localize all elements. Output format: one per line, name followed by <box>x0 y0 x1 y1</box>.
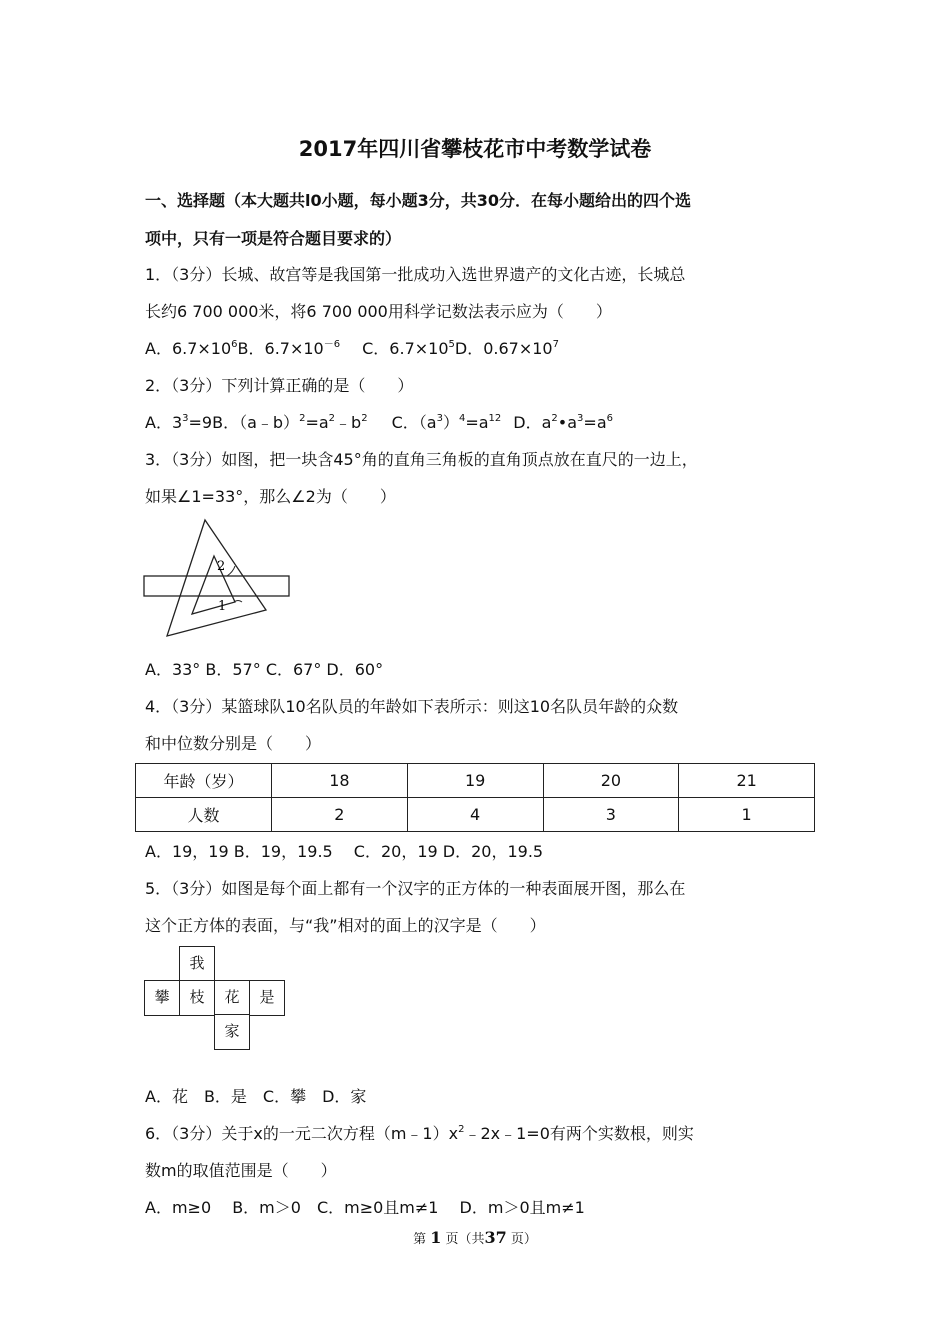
angle-2-label: 2 <box>217 559 226 574</box>
q2-option-b: B．$(a﹣b)^2=a^2﹣b^2$ <box>212 413 368 432</box>
q5-stem-line2: 这个正方体的表面，与“我”相对的面上的汉字是（ ） <box>145 916 546 935</box>
q1-option-b: B．6.7×10 <box>237 339 324 358</box>
q1-options: A．$6.7\times 10^6B$．$6.7\times 10^{-6}$ C．$6.7\times 10^5D$．$0.67\times 10^7$ <box>145 339 559 358</box>
section-heading-line1: 一、选择题（本大题共l0小题，每小题3分，共30分．在每小题给出的四个选 <box>145 191 692 210</box>
triangle-outer <box>167 520 266 636</box>
page-number: 1 <box>430 1228 442 1247</box>
q5-options: A．花 B．是 C．攀 D．家 <box>145 1087 367 1106</box>
table-cell: 2 <box>272 798 408 832</box>
q2-stem: 2．（3分）下列计算正确的是（ ） <box>145 376 414 395</box>
q5-stem-line1: 5．（3分）如图是每个面上都有一个汉字的正方体的一种表面展开图，那么在 <box>145 879 686 898</box>
triangle-inner <box>192 556 235 614</box>
q6-stem-line2: 数m的取值范围是（ ） <box>145 1161 337 1180</box>
table-cell: 4 <box>407 798 543 832</box>
q3-options: A．33° B．57° C．67° D．60° <box>145 660 384 679</box>
q2-options <box>145 410 613 433</box>
q1-stem-line1: 1．（3分）长城、故宫等是我国第一批成功入选世界遗产的文化古迹，长城总 <box>145 265 686 284</box>
table-cell: 19 <box>407 764 543 798</box>
page-title: 2017年四川省攀枝花市中考数学试卷 <box>298 137 652 161</box>
net-face: 枝 <box>179 980 215 1016</box>
page-total: 37 <box>484 1228 507 1247</box>
q3-figure <box>140 512 300 642</box>
table-cell: 1 <box>679 798 815 832</box>
q3-stem-line1: 3．（3分）如图，把一块含45°角的直角三角板的直角顶点放在直尺的一边上， <box>145 450 698 469</box>
table-cell: 18 <box>272 764 408 798</box>
q3-stem-line2: 如果∠1=33°，那么∠2为（ ） <box>145 487 396 506</box>
net-face: 我 <box>179 946 215 982</box>
net-face: 花 <box>214 980 250 1016</box>
q1-option-d: D．0.67×10 <box>454 339 553 358</box>
angle-1-arc <box>234 601 242 603</box>
q6-options: A．m≥0 B．m＞0 C．m≥0且m≠1 D．m＞0且m≠1 <box>145 1198 585 1217</box>
page-footer: 第 1 页（共37 页） <box>413 1228 537 1247</box>
net-face: 家 <box>214 1014 250 1050</box>
table-cell: 20 <box>543 764 679 798</box>
ruler <box>144 576 289 596</box>
age-table <box>135 763 815 832</box>
q4-stem-line1: 4．（3分）某篮球队10名队员的年龄如下表所示：则这10名队员年龄的众数 <box>145 697 679 716</box>
angle-2-arc <box>227 566 235 576</box>
q2-option-d: D．$a^2•a^3=a^6$ <box>513 413 614 432</box>
q6-stem-line1: 6．（3分）关于x的一元二次方程$(m﹣1)x^2﹣2x﹣1=0$有两个实数根，则实 <box>145 1124 694 1143</box>
table-row <box>136 798 815 832</box>
table-cell: 21 <box>679 764 815 798</box>
table-row <box>136 764 815 798</box>
table-cell: 人数 <box>136 798 272 832</box>
table-cell: 3 <box>543 798 679 832</box>
q2-option-a: A．$3^3=9$ <box>145 413 213 432</box>
net-face: 攀 <box>144 980 180 1016</box>
q1-option-a: A．6.7×10 <box>145 339 232 358</box>
table-cell: 年龄（岁） <box>136 764 272 798</box>
angle-1-label: 1 <box>218 599 227 614</box>
section-heading-line2: 项中，只有一项是符合题目要求的） <box>145 229 402 248</box>
q4-stem-line2: 和中位数分别是（ ） <box>145 734 322 753</box>
q1-option-c: C．6.7×10 <box>362 339 449 358</box>
q1-stem-line2: 长约6 700 000米，将6 700 000用科学记数法表示应为（ ） <box>145 302 612 321</box>
q4-options: A．19，19 B．19，19.5 C．20，19 D．20，19.5 <box>145 842 544 861</box>
net-face: 是 <box>249 980 285 1016</box>
q2-option-c: C．$(a^3)^4=a^{12}$ <box>391 413 502 432</box>
